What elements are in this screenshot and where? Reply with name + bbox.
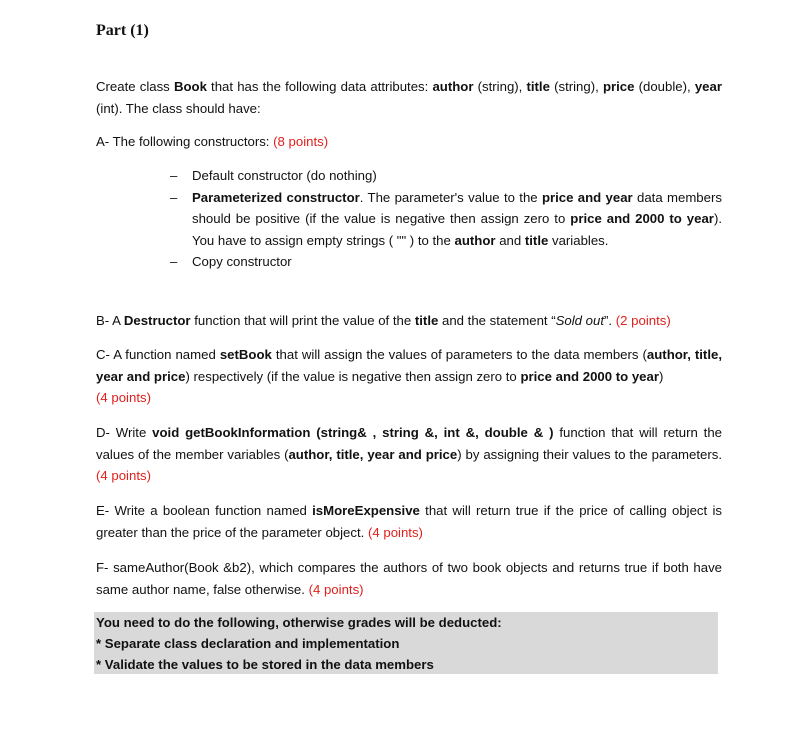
class-name: Book [173, 79, 207, 94]
bold-text: title [524, 232, 549, 248]
dash-bullet: – [170, 254, 178, 269]
section-label: A- The following constructors: [96, 134, 274, 149]
section-text: function that will print the value of the [190, 313, 415, 328]
attr-price: price [602, 79, 635, 94]
italic-text: Sold out [555, 313, 605, 328]
section-text: ”. [604, 313, 616, 328]
attr-title: title [526, 79, 550, 94]
bold-text: setBook [219, 347, 272, 362]
intro-paragraph [96, 76, 722, 119]
bold-text: isMoreExpensive [312, 503, 420, 518]
constructor-list [170, 165, 722, 273]
list-item-text: variables. [548, 232, 609, 248]
part-heading: Part (1) [96, 22, 149, 39]
section-text: E- Write a boolean function named [96, 503, 313, 518]
bold-text: price and 2000 to year [520, 368, 659, 384]
section-c [96, 344, 722, 409]
section-text: that will assign the values of parameters to the data members ( [271, 347, 647, 362]
dash-bullet: – [170, 189, 178, 205]
section-text: ) respectively (if the value is negative then assign zero to [185, 368, 521, 384]
attr-author: author [432, 79, 474, 94]
intro-text: (double), [634, 79, 695, 94]
bold-text: Destructor [123, 313, 191, 328]
list-item [170, 251, 722, 273]
list-item-text: data members should be positive (if the value is negative then assign zero to [192, 189, 722, 226]
points-label: (4 points) [308, 581, 364, 597]
list-item-text: and [495, 232, 525, 248]
points-label: (8 points) [273, 134, 329, 149]
bold-text: price and 2000 to year [570, 211, 714, 226]
section-text: D- Write [96, 425, 153, 440]
bold-text: price and year [541, 189, 633, 205]
section-text: ) by assigning their values to the parameters. [457, 446, 723, 462]
intro-text: that has the following data attributes: [206, 79, 433, 94]
section-text: function that will return the values of the member variables ( [96, 425, 722, 462]
points-label: (4 points) [367, 524, 423, 540]
bold-text: title [414, 313, 439, 328]
note-line: * Separate class declaration and implementation [96, 636, 400, 651]
dash-bullet: – [170, 168, 178, 183]
section-text: F- sameAuthor(Book &b2), which compares the authors of two book objects and returns true if both have same author name, false otherwise. [96, 560, 722, 597]
attr-year: year [694, 79, 722, 94]
section-d [96, 422, 722, 487]
points-label: (4 points) [96, 468, 151, 483]
list-item-text: Copy constructor [192, 254, 292, 269]
list-item-text: ). You have to assign empty strings ( "" ) to the [192, 211, 722, 248]
list-item-text: Default constructor (do nothing) [192, 168, 377, 183]
list-item-title: Parameterized constructor [192, 189, 360, 205]
intro-text: Create class [96, 79, 174, 94]
section-text: ) [658, 368, 664, 384]
intro-text: (string), [473, 79, 527, 94]
section-a-heading [96, 131, 722, 153]
intro-text: (int). The class should have: [96, 100, 261, 116]
intro-text: (string), [549, 79, 603, 94]
note-line: * Validate the values to be stored in the data members [96, 657, 434, 672]
points-label: (4 points) [96, 390, 151, 405]
section-text: B- A [96, 313, 124, 328]
bold-text: author, title, year and price [288, 446, 458, 462]
list-item [170, 187, 722, 252]
bold-text: author, title, year and price [96, 347, 722, 384]
bold-text: void getBookInformation (string& , string &, int &, double & ) [152, 425, 554, 440]
section-f [96, 557, 722, 600]
bold-text: author [454, 232, 496, 248]
section-text: that will return true if the price of calling object is greater than the price of the parameter object. [96, 503, 722, 540]
note-line: You need to do the following, otherwise grades will be deducted: [96, 615, 502, 630]
requirements-note [94, 612, 718, 674]
points-label: (2 points) [615, 313, 671, 328]
list-item-text: . The parameter's value to the [359, 189, 542, 205]
section-text: and the statement “ [438, 313, 556, 328]
section-text: C- A function named [96, 347, 220, 362]
section-b [96, 310, 722, 332]
section-e [96, 500, 722, 543]
list-item [170, 165, 722, 187]
